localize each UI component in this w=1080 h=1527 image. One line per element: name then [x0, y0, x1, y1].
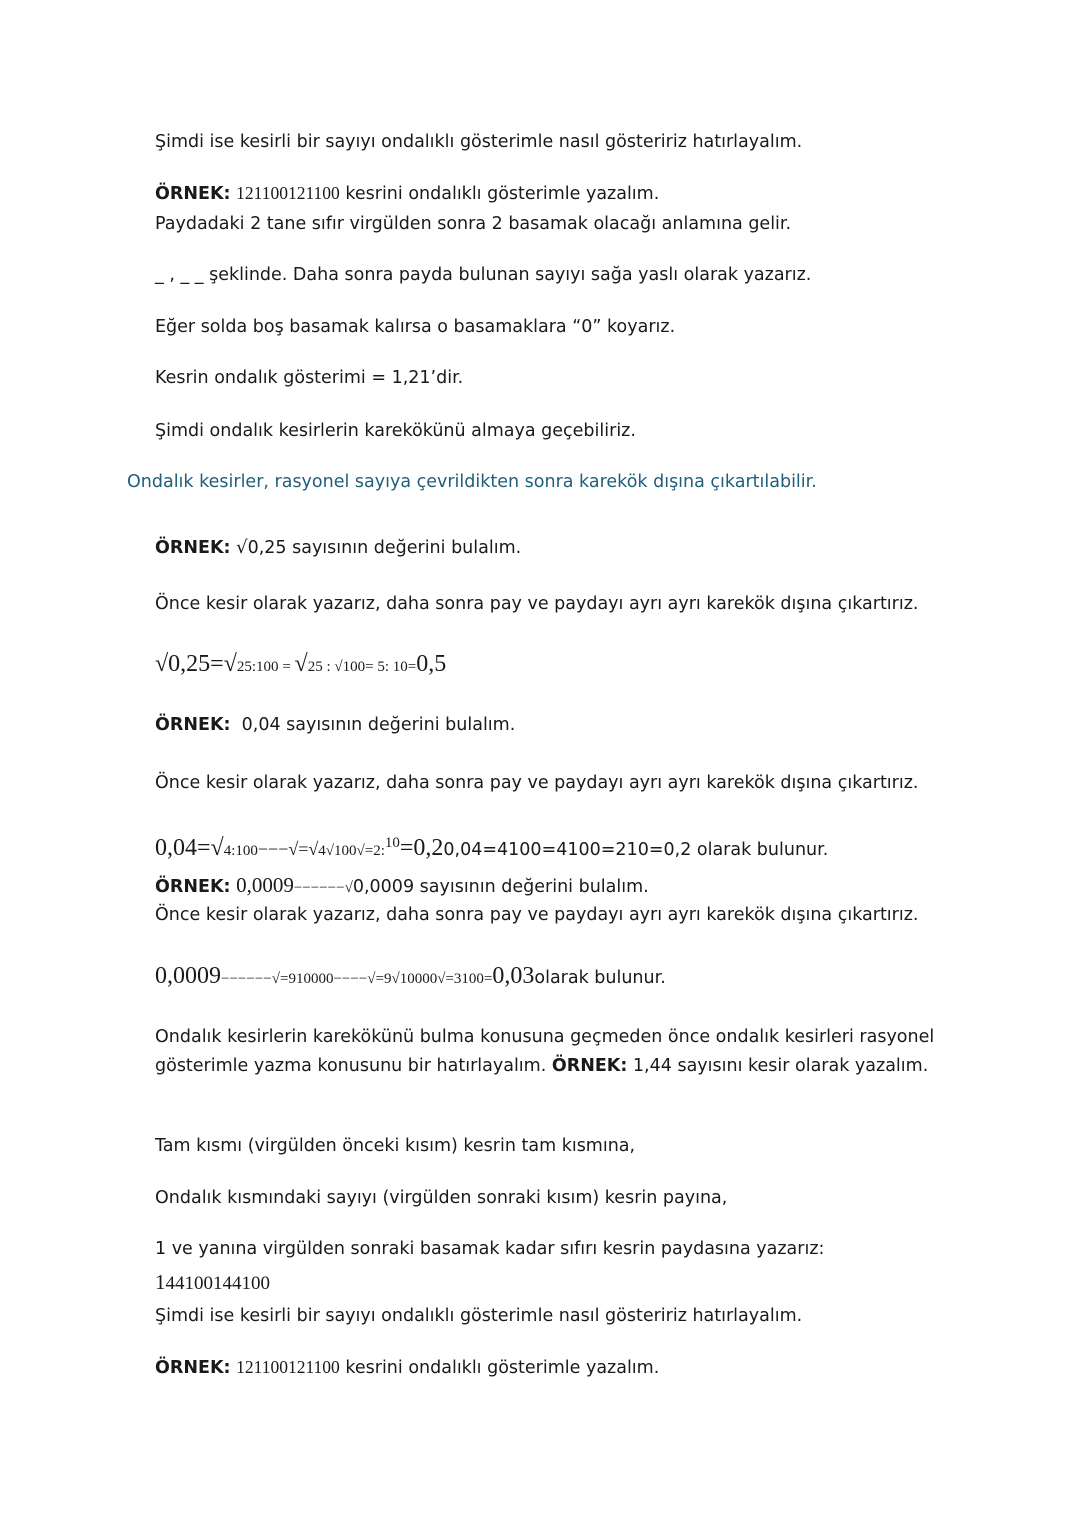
fraction-rest: 44100144100 [165, 1273, 270, 1294]
example-line-2 [155, 1355, 659, 1380]
formula-part: √ [294, 651, 308, 677]
formula-part: −−−−−−√= [221, 971, 289, 987]
example-1-label: ÖRNEK: [155, 538, 231, 558]
formula-part: −−−√=√ [257, 839, 319, 859]
example-number: 121100121100 [236, 1357, 340, 1377]
paragraph-text: Ondalık kesirlerin karekökünü bulma konusuna geçmeden önce ondalık kesirleri rasyonel gösterimle yazma konusunu bir hatırlayalım. [155, 1027, 935, 1076]
example-number: 121100121100 [236, 183, 340, 203]
formula-part: = [278, 659, 295, 675]
formula-part: 0,04=√ [155, 835, 224, 861]
formula-result: 0,5 [416, 651, 447, 677]
root-symbol: √ [236, 537, 248, 558]
example-1-text: 0,25 sayısının değerini bulalım. [247, 538, 522, 558]
seklinde-text: şeklinde. Daha sonra payda bulunan sayıyı sağa yaslı olarak yazarız. [203, 265, 812, 285]
formula-part: 25 : √100= 5: 10= [307, 659, 417, 675]
step-tam: Tam kısmı (virgülden önceki kısım) kesrin tam kısmına, [155, 1136, 636, 1156]
paragraph-label: ÖRNEK: [551, 1056, 628, 1076]
example-2-text: 0,04 sayısının değerini bulalım. [241, 715, 516, 735]
eger-text: Eğer solda boş basamak kalırsa o basamaklara “0” koyarız. [155, 317, 676, 337]
formula-text: 0,04=4100=4100=210=0,2 olarak bulunur. [443, 840, 829, 860]
formula-result: 0,03 [492, 963, 535, 989]
example-1-heading [155, 536, 521, 560]
formula-part: 4:100 [223, 843, 258, 859]
example-3-formula [155, 964, 666, 991]
kesrin-text: Kesrin ondalık gösterimi = 1,21’dir. [155, 368, 464, 388]
intro-text: Şimdi ise kesirli bir sayıyı ondalıklı gösterimle nasıl gösteririz hatırlayalım. [155, 132, 803, 152]
example-3-label: ÖRNEK: [155, 877, 231, 897]
example-2-label: ÖRNEK: [155, 715, 231, 735]
example-2-instruction: Önce kesir olarak yazarız, daha sonra pay ve paydayı ayrı ayrı karekök dışına çıkartırız. [155, 773, 919, 793]
example-3-text: 0,0009 sayısının değerini bulalım. [352, 877, 649, 897]
example-1-formula [155, 652, 446, 679]
formula-part: 910000 [288, 971, 334, 987]
formula-part: =0,2 [399, 835, 444, 861]
example-3-heading [155, 873, 649, 900]
formula-part: √0,25=√ [155, 651, 237, 677]
example-line-1 [155, 181, 659, 206]
formula-text: olarak bulunur. [534, 968, 666, 988]
formula-part: 25:100 [236, 659, 279, 675]
example-text: kesrini ondalıklı gösterimle yazalım. [339, 184, 660, 204]
intro-text-2: Şimdi ise kesirli bir sayıyı ondalıklı gösterimle nasıl gösteririz hatırlayalım. [155, 1306, 803, 1326]
seklinde-line [155, 263, 811, 287]
example-1-instruction: Önce kesir olarak yazarız, daha sonra pay ve paydayı ayrı ayrı karekök dışına çıkartırız. [155, 594, 919, 614]
example-3-instruction: Önce kesir olarak yazarız, daha sonra pay ve paydayı ayrı ayrı karekök dışına çıkartırız. [155, 905, 919, 925]
example-text: kesrini ondalıklı gösterimle yazalım. [339, 1358, 660, 1378]
formula-part: 4√100√=2: [318, 843, 385, 859]
formula-part: 9√10000√=3100= [383, 971, 493, 987]
blanks: _ , _ _ [155, 265, 204, 285]
formula-part: 10 [384, 835, 400, 851]
formula-part: 0,0009 [155, 963, 221, 989]
step-ondalik: Ondalık kısmındaki sayıyı (virgülden sonraki kısım) kesrin payına, [155, 1188, 728, 1208]
step-bir: 1 ve yanına virgülden sonraki basamak kadar sıfırı kesrin paydasına yazarız: [155, 1239, 825, 1259]
formula-part: −−−−√= [333, 971, 384, 987]
example-label: ÖRNEK: [155, 1358, 231, 1378]
formula-part: −−−−−−√ [293, 880, 353, 896]
fraction-number [155, 1270, 270, 1296]
highlight-text: Ondalık kesirler, rasyonel sayıya çevrildikten sonra karekök dışına çıkartılabilir. [127, 472, 817, 492]
example-2-formula [155, 836, 828, 863]
fraction-first-digit: 1 [155, 1270, 166, 1294]
paragraph [155, 1023, 945, 1081]
paydadaki-text: Paydadaki 2 tane sıfır virgülden sonra 2 basamak olacağı anlamına gelir. [155, 214, 792, 234]
paragraph-text-2: 1,44 sayısını kesir olarak yazalım. [627, 1056, 929, 1076]
formula-part: 0,0009 [236, 873, 294, 897]
simdi-karekok-text: Şimdi ondalık kesirlerin karekökünü almaya geçebiliriz. [155, 421, 636, 441]
example-2-heading [155, 713, 515, 737]
example-label: ÖRNEK: [155, 184, 231, 204]
